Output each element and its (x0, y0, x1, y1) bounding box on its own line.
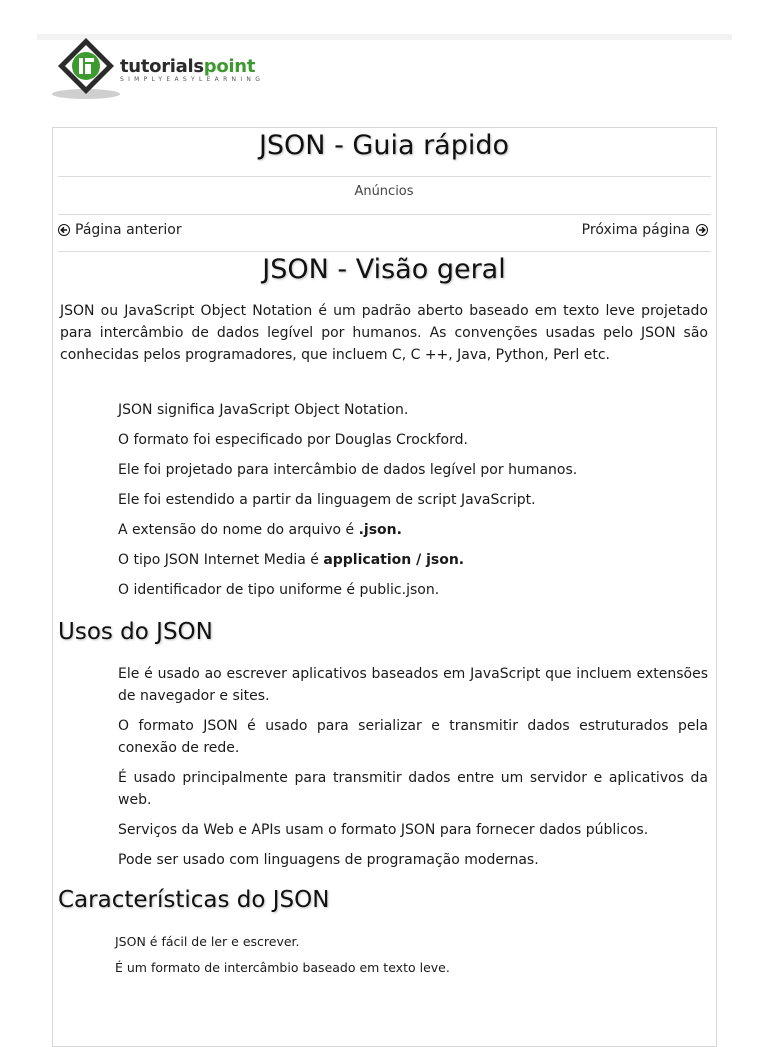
previous-page-label: Página anterior (75, 222, 182, 238)
next-page-link[interactable] (582, 222, 708, 238)
uses-heading: Usos do JSON (58, 619, 213, 645)
logo-tagline: SIMPLYEASYLEARNING (120, 76, 265, 83)
file-extension-value: .json. (358, 522, 402, 538)
list-item: O identificador de tipo uniforme é public.json. (118, 582, 440, 598)
divider (58, 176, 711, 177)
overview-list (118, 399, 708, 601)
list-item: Ele foi projetado para intercâmbio de dados legível por humanos. (118, 462, 578, 478)
list-item: JSON é fácil de ler e escrever. (115, 934, 300, 949)
circle-arrow-right-icon (696, 224, 708, 236)
page-title: JSON - Guia rápido (258, 130, 510, 161)
overview-intro: JSON ou JavaScript Object Notation é um padrão aberto baseado em texto leve projetado para intercâmbio de dados legível por humanos. As convenções usadas pelo JSON são conhecidas pelos programadores, que incluem C, C ++, Java, Python, Perl etc. (60, 303, 708, 363)
logo-wordmark (120, 56, 255, 77)
features-heading: Características do JSON (58, 887, 330, 913)
tutorialspoint-logo[interactable] (50, 36, 290, 104)
list-item: O formato foi especificado por Douglas Crockford. (118, 432, 468, 448)
list-item: O tipo JSON Internet Media é application / json. (118, 552, 465, 568)
media-type-value: application / json. (323, 552, 465, 568)
list-item: JSON significa JavaScript Object Notation. (118, 402, 409, 418)
uses-list (118, 663, 708, 871)
logo-emblem-icon (50, 36, 122, 104)
list-item: É um formato de intercâmbio baseado em texto leve. (115, 960, 450, 975)
list-item: É usado principalmente para transmitir dados entre um servidor e aplicativos da web. (118, 770, 708, 808)
divider (58, 214, 711, 215)
circle-arrow-left-icon (58, 224, 70, 236)
features-list (115, 932, 705, 978)
list-item: Ele foi estendido a partir da linguagem de script JavaScript. (118, 492, 536, 508)
list-item: Serviços da Web e APIs usam o formato JSON para fornecer dados públicos. (118, 822, 649, 838)
logo-word-point: point (203, 56, 256, 77)
divider (58, 251, 711, 252)
list-item: A extensão do nome do arquivo é .json. (118, 522, 402, 538)
list-item: O formato JSON é usado para serializar e transmitir dados estruturados pela conexão de rede. (118, 718, 708, 756)
list-item: Pode ser usado com linguagens de programação modernas. (118, 852, 539, 868)
logo-word-tutorials: tutorials (120, 56, 204, 77)
next-page-label: Próxima página (581, 222, 690, 238)
previous-page-link[interactable] (58, 222, 182, 238)
list-item: Ele é usado ao escrever aplicativos baseados em JavaScript que incluem extensões de navegador e sites. (118, 666, 708, 704)
ads-label: Anúncios (354, 184, 414, 199)
overview-heading: JSON - Visão geral (262, 254, 506, 285)
